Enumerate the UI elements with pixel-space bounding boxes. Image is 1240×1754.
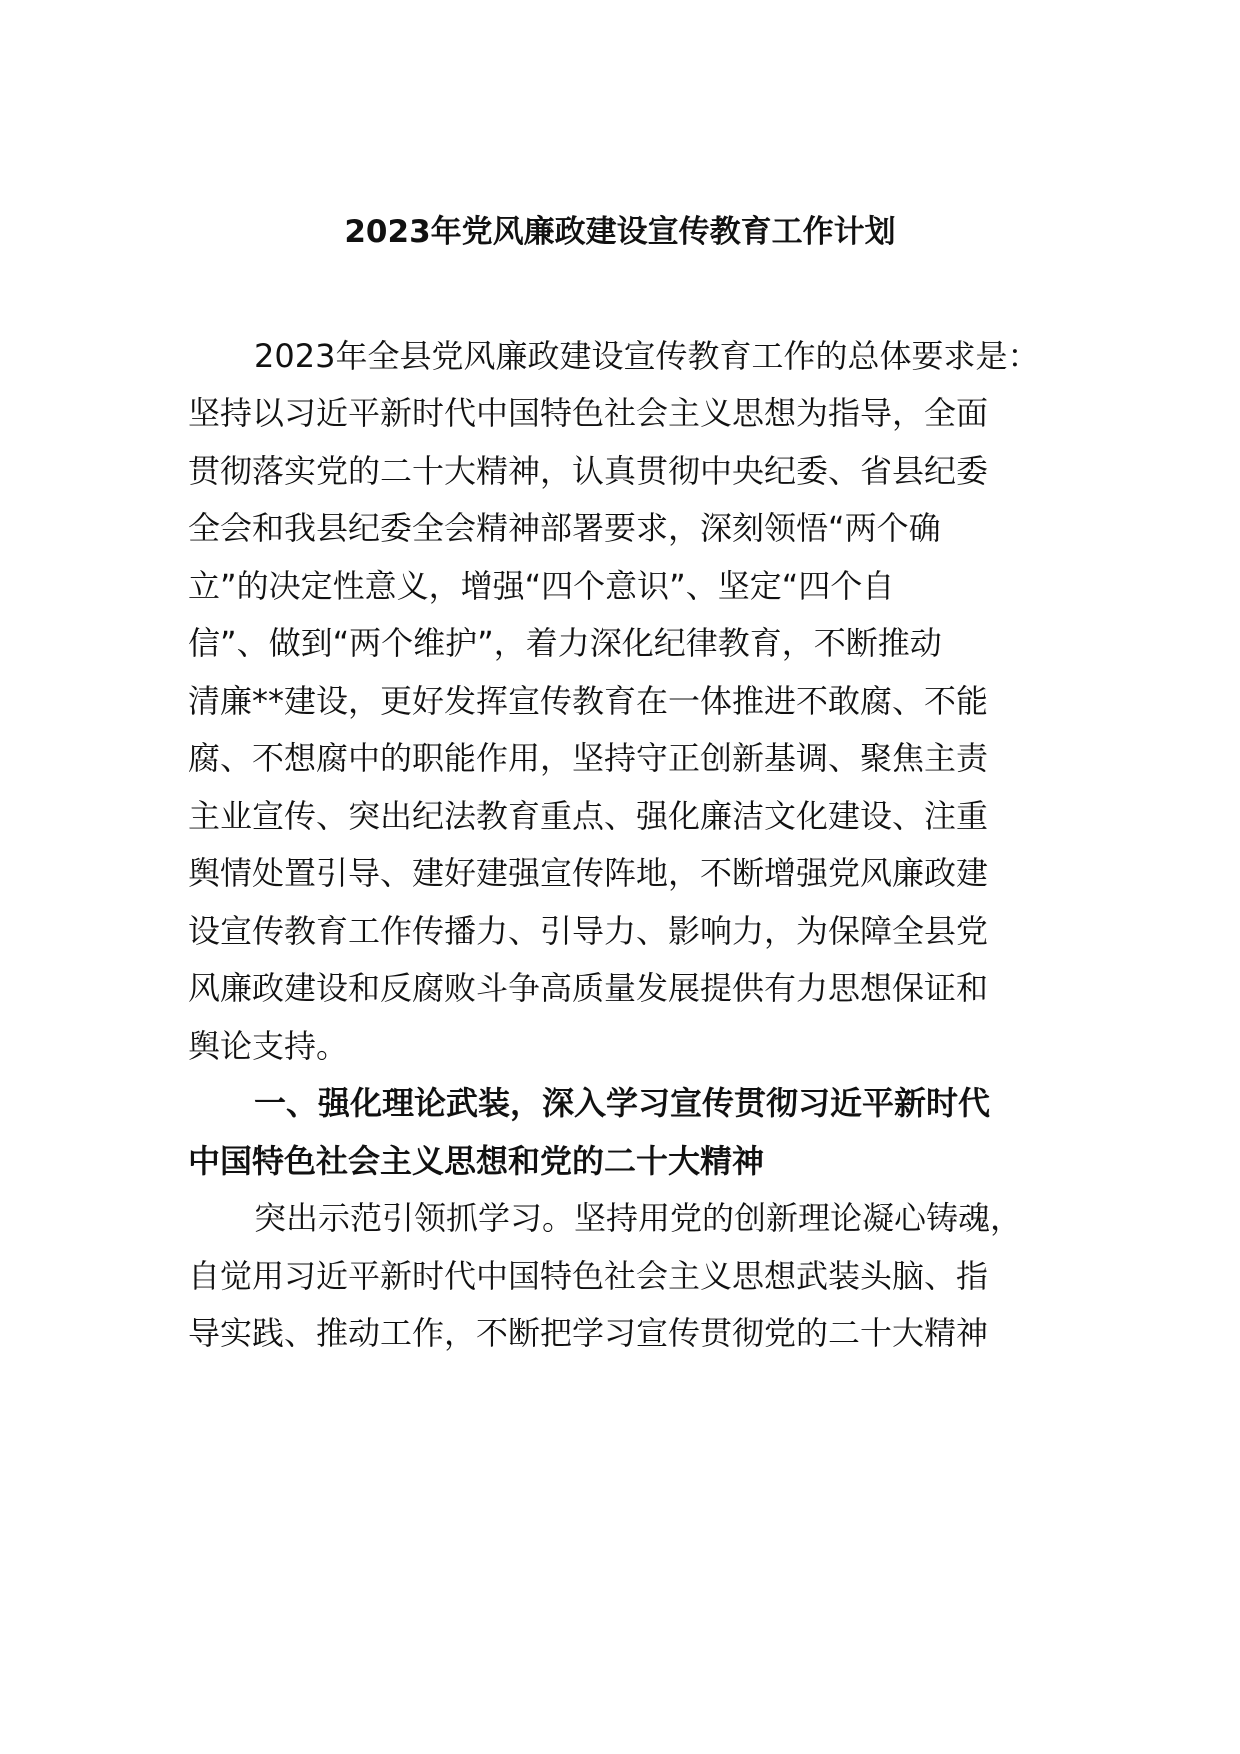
intro-line: 2023年全县党风廉政建设宣传教育工作的总体要求是： [254,337,1040,375]
intro-line: 立”的决定性意义，增强“四个意识”、坚定“四个自 [188,567,895,605]
intro-line: 设宣传教育工作传播力、引导力、影响力，为保障全县党 [188,912,989,950]
intro-line: 贯彻落实党的二十大精神，认真贯彻中央纪委、省县纪委 [188,452,989,490]
intro-line: 坚持以习近平新时代中国特色社会主义思想为指导，全面 [188,394,989,432]
intro-line: 全会和我县纪委全会精神部署要求，深刻领悟“两个确 [188,509,941,547]
intro-line: 舆情处置引导、建好建强宣传阵地，不断增强党风廉政建 [188,854,989,892]
section-heading-line: 中国特色社会主义思想和党的二十大精神 [188,1142,765,1180]
section-body-line: 导实践、推动工作，不断把学习宣传贯彻党的二十大精神 [188,1314,989,1352]
document-title: 2023年党风廉政建设宣传教育工作计划 [344,214,896,250]
intro-line: 主业宣传、突出纪法教育重点、强化廉洁文化建设、注重 [188,797,989,835]
intro-line: 腐、不想腐中的职能作用，坚持守正创新基调、聚焦主责 [188,739,989,777]
section-body-line: 自觉用习近平新时代中国特色社会主义思想武装头脑、指 [188,1257,989,1295]
intro-line: 舆论支持。 [188,1027,349,1065]
intro-line: 风廉政建设和反腐败斗争高质量发展提供有力思想保证和 [188,969,989,1007]
intro-line: 清廉**建设，更好发挥宣传教育在一体推进不敢腐、不能 [188,682,989,720]
section-heading-line: 一、强化理论武装，深入学习宣传贯彻习近平新时代 [254,1084,991,1122]
intro-line: 信”、做到“两个维护”，着力深化纪律教育，不断推动 [188,624,942,662]
section-body-line: 突出示范引领抓学习。坚持用党的创新理论凝心铸魂， [254,1199,1023,1237]
